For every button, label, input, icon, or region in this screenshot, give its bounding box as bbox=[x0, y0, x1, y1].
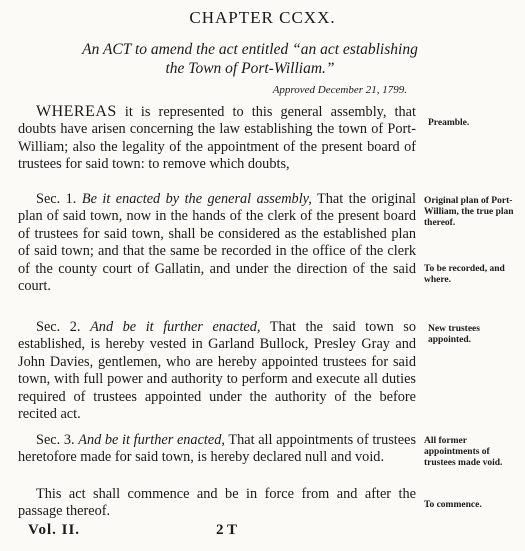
margin-note-former-appointments: All former appointments of trustees made void. bbox=[424, 436, 503, 468]
act-title-line-2: the Town of Port-William.” bbox=[165, 60, 335, 77]
closing-paragraph bbox=[18, 486, 416, 521]
act-title bbox=[20, 40, 480, 78]
closing-text: This act shall commence and be in force from and after the passage thereof. bbox=[18, 486, 416, 520]
act-title-line-1: An ACT to amend the act entitled “an act establishing bbox=[82, 41, 418, 58]
section-2-paragraph bbox=[18, 319, 416, 423]
margin-note-preamble: Preamble. bbox=[428, 118, 470, 128]
chapter-heading: CHAPTER CCXX. bbox=[189, 8, 336, 27]
section-3-text: That all appointments of trustees heretofore made for said town, is hereby declared null and void. bbox=[18, 432, 417, 466]
section-1-text: That the original plan of said town, now in the hands of the clerk of the present board of trustees for said town, shall be considered as the established plan of said town; and that the same be recorded in the office of the clerk of the county court of Gallatin, and under the direction of the said court. bbox=[18, 191, 416, 295]
preamble-text: it is represented to this general assembly, that doubts have arisen concerning the law establishing the town of Port-William; also the legality of the appointment of the present board of trustees for said town: to remove which doubts, bbox=[18, 104, 416, 173]
section-3-paragraph bbox=[18, 432, 416, 467]
section-2-text: That the said town so established, is hereby vested in Garland Bullock, Presley Gray and John Davies, gentlemen, who are hereby appointed trustees for said town, with full power and authority to perform and execute all duties required of trustees appointed under the authority of the before recited act. bbox=[18, 319, 417, 423]
margin-note-recorded: To be recorded, and where. bbox=[424, 264, 505, 285]
volume-label: Vol. II. bbox=[28, 522, 81, 538]
preamble-lead: WHEREAS bbox=[36, 103, 117, 120]
approval-date: Approved December 21, 1799. bbox=[272, 84, 407, 96]
section-3-label: Sec. 3. bbox=[36, 432, 75, 448]
signature-mark: 2 T bbox=[216, 522, 237, 538]
section-3-enacting-clause: And be it further enacted, bbox=[78, 432, 225, 448]
section-1-label: Sec. 1. bbox=[36, 191, 77, 207]
section-2-enacting-clause: And be it further enacted, bbox=[90, 319, 261, 335]
margin-note-commence: To commence. bbox=[424, 500, 482, 510]
section-1-enacting-clause: Be it enacted by the general assembly, bbox=[81, 191, 312, 207]
section-2-label: Sec. 2. bbox=[36, 319, 81, 335]
margin-note-trustees: New trustees appointed. bbox=[428, 324, 480, 345]
margin-note-original-plan: Original plan of Port-William, the true plan thereof. bbox=[424, 196, 514, 228]
section-1-paragraph bbox=[18, 191, 416, 295]
preamble-paragraph bbox=[18, 103, 416, 174]
